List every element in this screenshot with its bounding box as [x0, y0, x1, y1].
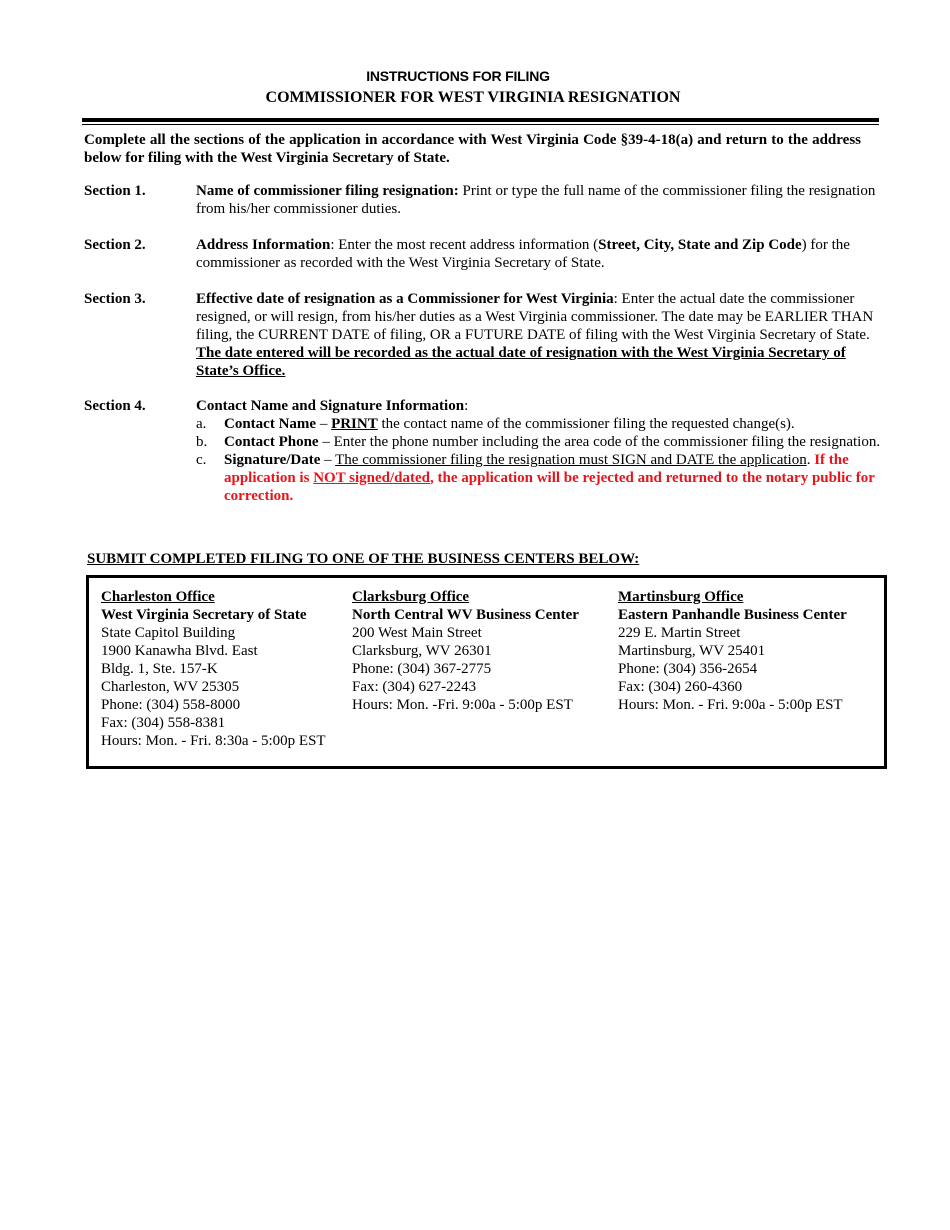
- section-emphasis: The date entered will be recorded as the actual date of resignation with the West Virginia Secretary of State’s Office.: [196, 345, 846, 379]
- office-line: 229 E. Martin Street: [618, 625, 741, 641]
- section-label: Section 3.: [84, 291, 146, 307]
- item-dash: –: [316, 416, 332, 432]
- list-item-signature-date: [196, 451, 884, 505]
- list-item-contact-phone: [196, 433, 884, 451]
- section-body: [196, 236, 884, 272]
- office-name: Martinsburg Office: [618, 589, 744, 605]
- section-body: [196, 290, 884, 380]
- office-line: Phone: (304) 558-8000: [101, 697, 241, 713]
- office-line: Fax: (304) 627-2243: [352, 679, 477, 695]
- office-line: Fax: (304) 558-8381: [101, 715, 226, 731]
- section-text: : Enter the actual date the commissioner resigned, or will resign, from his/her duties as a West Virginia commissioner. The date may be EARLIER THAN filing, the CURRENT DATE of filing, OR a FUTURE DATE of filing with the West Virginia Secretary of State.: [196, 291, 874, 343]
- office-line: Hours: Mon. - Fri. 8:30a - 5:00p EST: [101, 733, 326, 749]
- office-martinsburg: [618, 588, 847, 714]
- section-heading: Address Information: [196, 237, 331, 253]
- item-heading: Contact Name: [224, 416, 317, 432]
- list-marker: b.: [196, 434, 208, 450]
- office-line: Hours: Mon. - Fri. 9:00a - 5:00p EST: [618, 697, 843, 713]
- section-label: Section 1.: [84, 183, 146, 199]
- section-heading: Name of commissioner filing resignation:: [196, 183, 459, 199]
- office-org: North Central WV Business Center: [352, 607, 579, 623]
- warning-text: If the application is: [224, 452, 849, 486]
- section-text: Print or type the full name of the commissioner filing the resignation from his/her commissioner duties.: [196, 183, 876, 217]
- office-name: Clarksburg Office: [352, 589, 470, 605]
- warning-underlined: NOT signed/dated: [313, 470, 431, 486]
- section-body: [196, 397, 884, 505]
- office-charleston: [101, 588, 326, 750]
- item-print-emphasis: PRINT: [331, 416, 378, 432]
- office-clarksburg: [352, 588, 579, 714]
- intro-paragraph: Complete all the sections of the application in accordance with West Virginia Code §39-4-18(a) and return to the address below for filing with the West Virginia Secretary of State.: [84, 132, 861, 166]
- header-rule-thin: [82, 124, 879, 125]
- office-line: Martinsburg, WV 25401: [618, 643, 766, 659]
- office-line: Hours: Mon. -Fri. 9:00a - 5:00p EST: [352, 697, 573, 713]
- item-period: .: [806, 452, 815, 468]
- item-heading: Contact Phone: [224, 434, 319, 450]
- office-org: Eastern Panhandle Business Center: [618, 607, 847, 623]
- submit-heading: SUBMIT COMPLETED FILING TO ONE OF THE BUSINESS CENTERS BELOW:: [87, 551, 640, 567]
- office-line: Phone: (304) 356-2654: [618, 661, 758, 677]
- business-centers-box: [86, 575, 887, 769]
- warning-text: , the application will be rejected and returned to the notary public for correction.: [224, 470, 875, 504]
- page-title: INSTRUCTIONS FOR FILING: [366, 68, 550, 84]
- list-item-contact-name: [196, 415, 884, 433]
- office-line: Bldg. 1, Ste. 157-K: [101, 661, 218, 677]
- header-rule-thick: [82, 118, 879, 122]
- section-colon: :: [464, 398, 469, 414]
- item-heading: Signature/Date: [224, 452, 321, 468]
- office-org: West Virginia Secretary of State: [101, 607, 307, 623]
- section-text: : Enter the most recent address information (: [330, 237, 599, 253]
- section-heading: Effective date of resignation as a Commissioner for West Virginia: [196, 291, 614, 307]
- page-subtitle: COMMISSIONER FOR WEST VIRGINIA RESIGNATION: [265, 89, 681, 106]
- item-text: – Enter the phone number including the area code of the commissioner filing the resignation.: [318, 434, 881, 450]
- section-label: Section 4.: [84, 398, 146, 414]
- office-line: 200 West Main Street: [352, 625, 482, 641]
- section-label: Section 2.: [84, 237, 146, 253]
- list-marker: c.: [196, 452, 207, 468]
- section-text-bold: Street, City, State and Zip Code: [598, 237, 802, 253]
- office-line: Clarksburg, WV 26301: [352, 643, 492, 659]
- office-line: 1900 Kanawha Blvd. East: [101, 643, 258, 659]
- office-name: Charleston Office: [101, 589, 215, 605]
- office-line: State Capitol Building: [101, 625, 236, 641]
- section-heading: Contact Name and Signature Information: [196, 398, 465, 414]
- item-dash: –: [320, 452, 336, 468]
- office-line: Phone: (304) 367-2775: [352, 661, 492, 677]
- section-text: ) for the commissioner as recorded with the West Virginia Secretary of State.: [196, 237, 850, 271]
- section-body: [196, 182, 884, 218]
- office-line: Fax: (304) 260-4360: [618, 679, 743, 695]
- list-marker: a.: [196, 416, 207, 432]
- item-underlined-text: The commissioner filing the resignation must SIGN and DATE the application: [335, 452, 807, 468]
- item-text: the contact name of the commissioner filing the requested change(s).: [377, 416, 795, 432]
- office-line: Charleston, WV 25305: [101, 679, 240, 695]
